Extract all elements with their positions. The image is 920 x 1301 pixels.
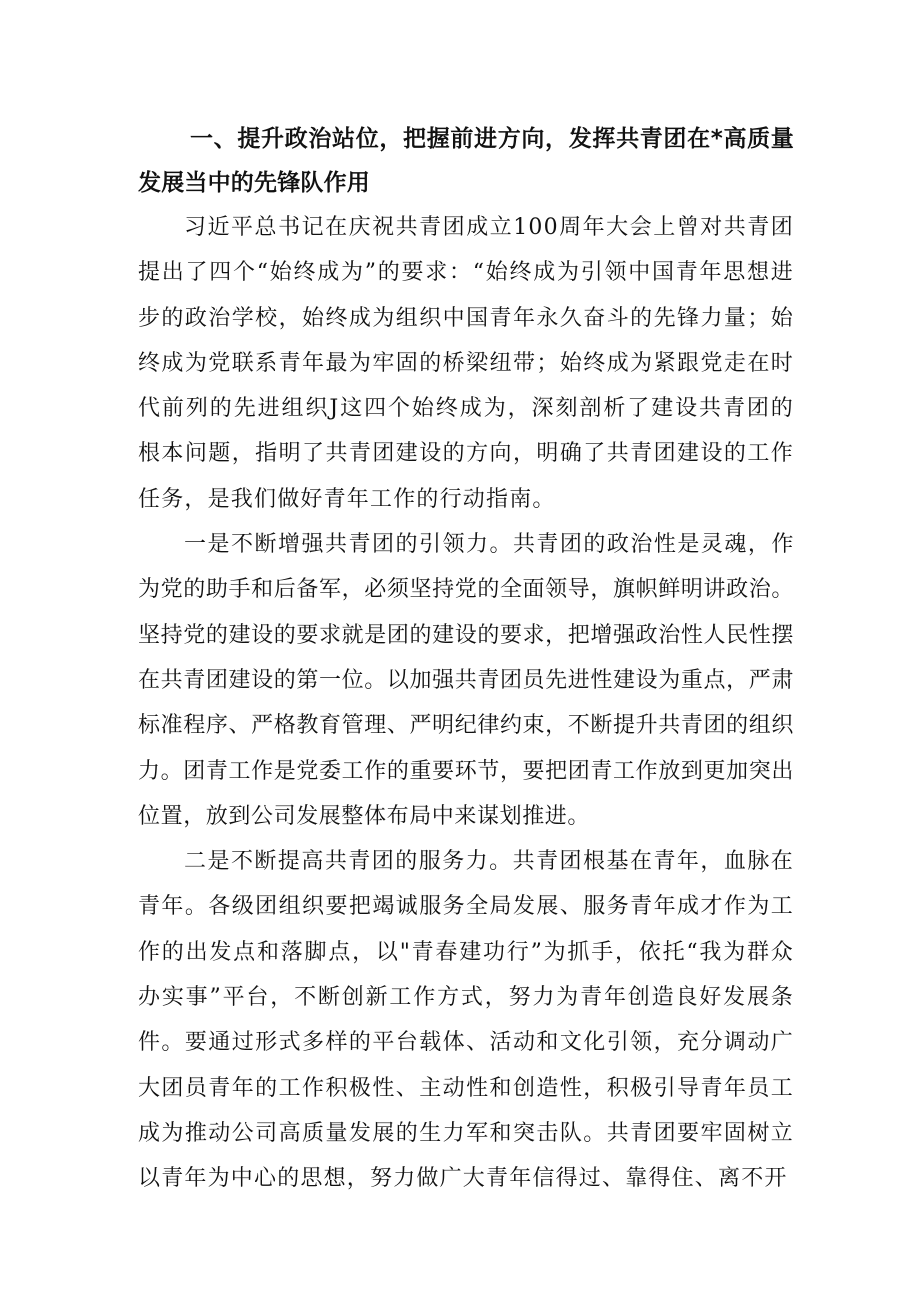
paragraph-service: 二是不断提高共青团的服务力。共青团根基在青年，血脉在青年。各级团组织要把竭诚服务全局发展、服务青年成才作为工作的出发点和落脚点，以"青春建功行”为抓手，依托“我为群众办实事”平台，不断创新工作方式，努力为青年创造良好发展条件。要通过形式多样的平台载体、活动和文化引领，充分调动广大团员青年的工作积极性、主动性和创造性，积极引导青年员工成为推动公司高质量发展的生力军和突击队。共青团要牢固树立以青年为中心的思想，努力做广大青年信得过、靠得住、离不开 xyxy=(138,849,794,1192)
paragraph-intro: 习近平总书记在庆祝共青团成立100周年大会上曾对共青团提出了四个“始终成为”的要求：“始终成为引领中国青年思想进步的政治学校，始终成为组织中国青年永久奋斗的先锋力量；始终成为党联系青年最为牢固的桥梁纽带；始终成为紧跟党走在时代前列的先进组织J这四个始终成为，深刻剖析了建设共青团的根本问题，指明了共青团建设的方向，明确了共青团建设的工作任务，是我们做好青年工作的行动指南。 xyxy=(138,215,794,512)
paragraph-leadership: 一是不断增强共青团的引领力。共青团的政治性是灵魂，作为党的助手和后备军，必须坚持党的全面领导，旗帜鲜明讲政治。坚持党的建设的要求就是团的建设的要求，把增强政治性人民性摆在共青团建设的第一位。以加强共青团员先进性建设为重点，严肃标准程序、严格教育管理、严明纪律约束，不断提升共青团的组织力。团青工作是党委工作的重要环节，要把团青工作放到更加突出位置，放到公司发展整体布局中来谋划推进。 xyxy=(138,532,794,829)
section-heading: 一、提升政治站位，把握前进方向，发挥共青团在*高质量发展当中的先锋队作用 xyxy=(138,126,794,196)
document-body xyxy=(138,117,794,1202)
